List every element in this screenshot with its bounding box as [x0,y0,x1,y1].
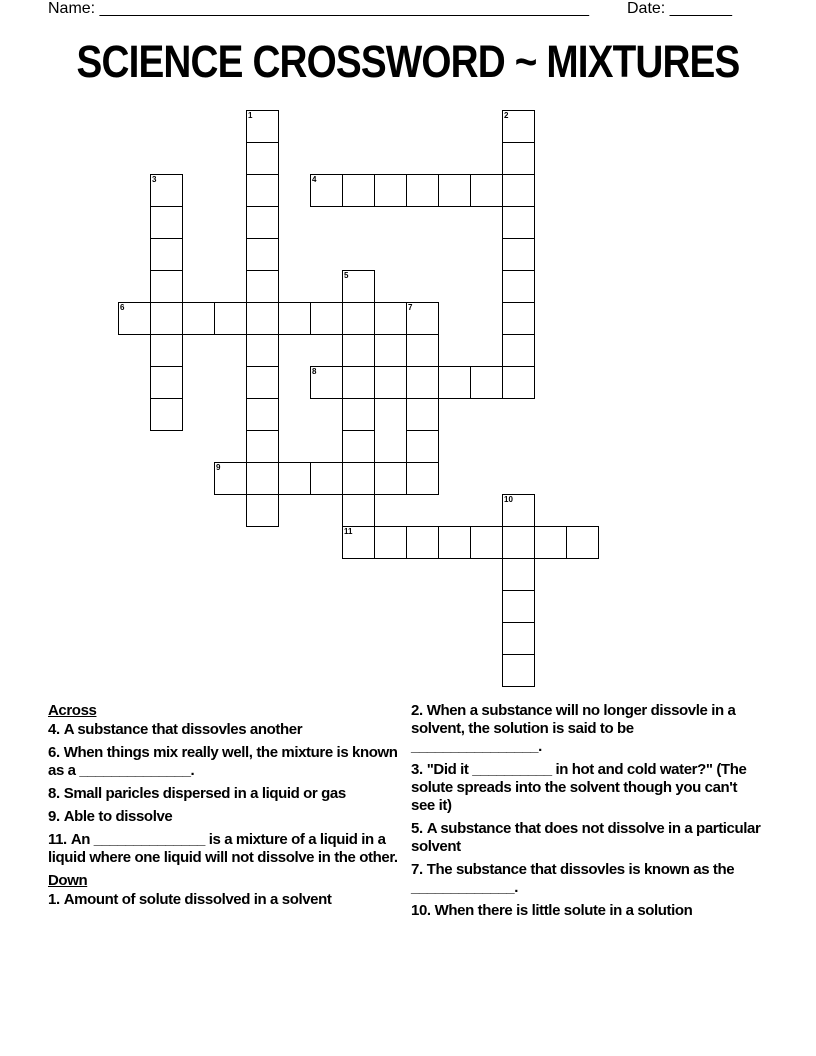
crossword-cell[interactable] [438,366,471,399]
crossword-cell[interactable] [342,302,375,335]
date-field[interactable]: Date: _______ [627,0,732,17]
crossword-cell[interactable] [150,238,183,271]
crossword-cell[interactable] [406,462,439,495]
clue-down-3: 3. "Did it __________ in hot and cold water?" (The solute spreads into the solvent though you can't see it) [411,761,747,814]
clue-down-7: 7. The substance that dissovles is known as the _____________. [411,861,735,896]
down-heading: Down [48,872,88,889]
crossword-cell[interactable] [502,622,535,655]
clue-number: 2 [504,111,509,120]
crossword-cell[interactable] [310,366,343,399]
crossword-cell[interactable] [246,334,279,367]
clue-across-8: 8. Small paricles dispersed in a liquid or gas [48,785,346,802]
clue-across-9: 9. Able to dissolve [48,808,173,825]
crossword-cell[interactable] [246,302,279,335]
crossword-cell[interactable] [150,334,183,367]
crossword-cell[interactable] [214,462,247,495]
crossword-cell[interactable] [502,270,535,303]
clue-across-6: 6. When things mix really well, the mixture is known as a ______________. [48,744,398,779]
crossword-cell[interactable] [118,302,151,335]
crossword-cell[interactable] [406,398,439,431]
crossword-cell[interactable] [502,654,535,687]
crossword-cell[interactable] [534,526,567,559]
clue-number: 6 [120,303,125,312]
clue-number: 11 [344,527,353,536]
crossword-cell[interactable] [470,174,503,207]
clue-number: 9 [216,463,221,472]
crossword-cell[interactable] [278,302,311,335]
crossword-cell[interactable] [342,462,375,495]
clue-number: 4 [312,175,317,184]
crossword-cell[interactable] [310,174,343,207]
crossword-cell[interactable] [246,270,279,303]
crossword-cell[interactable] [470,526,503,559]
clue-down-10: 10. When there is little solute in a solution [411,902,693,919]
clue-across-11: 11. An ______________ is a mixture of a liquid in a liquid where one liquid will not dissolve in the other. [48,831,398,866]
crossword-cell[interactable] [150,174,183,207]
clue-number: 3 [152,175,157,184]
crossword-cell[interactable] [246,494,279,527]
crossword-cell[interactable] [438,526,471,559]
crossword-cell[interactable] [246,430,279,463]
crossword-cell[interactable] [150,206,183,239]
crossword-cell[interactable] [502,366,535,399]
crossword-cell[interactable] [342,398,375,431]
crossword-cell[interactable] [438,174,471,207]
clue-number: 1 [248,111,253,120]
crossword-cell[interactable] [150,366,183,399]
crossword-cell[interactable] [246,462,279,495]
crossword-cell[interactable] [502,334,535,367]
clue-number: 7 [408,303,413,312]
clue-down-1: 1. Amount of solute dissolved in a solvent [48,891,332,908]
crossword-cell[interactable] [502,206,535,239]
across-heading: Across [48,702,97,719]
crossword-cell[interactable] [150,270,183,303]
crossword-cell[interactable] [374,174,407,207]
crossword-cell[interactable] [342,334,375,367]
crossword-cell[interactable] [502,174,535,207]
crossword-cell[interactable] [374,526,407,559]
crossword-cell[interactable] [150,398,183,431]
crossword-cell[interactable] [246,398,279,431]
crossword-cell[interactable] [374,366,407,399]
crossword-cell[interactable] [342,526,375,559]
crossword-cell[interactable] [406,430,439,463]
crossword-cell[interactable] [310,302,343,335]
clue-number: 5 [344,271,349,280]
crossword-cell[interactable] [470,366,503,399]
crossword-cell[interactable] [246,206,279,239]
crossword-cell[interactable] [502,302,535,335]
crossword-cell[interactable] [502,238,535,271]
crossword-cell[interactable] [502,590,535,623]
crossword-cell[interactable] [406,302,439,335]
clue-number: 10 [504,495,513,504]
clue-across-4: 4. A substance that dissovles another [48,721,303,738]
crossword-cell[interactable] [150,302,183,335]
name-field[interactable]: Name: _______________________________________________________ [48,0,589,17]
clues-left-column [48,702,408,914]
clue-down-5: 5. A substance that does not dissolve in a particular solvent [411,820,761,855]
crossword-cell[interactable] [406,526,439,559]
crossword-cell[interactable] [374,302,407,335]
crossword-cell[interactable] [342,366,375,399]
crossword-cell[interactable] [566,526,599,559]
crossword-cell[interactable] [502,494,535,527]
crossword-cell[interactable] [310,462,343,495]
crossword-cell[interactable] [246,142,279,175]
crossword-cell[interactable] [502,142,535,175]
crossword-cell[interactable] [246,174,279,207]
clue-number: 8 [312,367,317,376]
crossword-cell[interactable] [406,366,439,399]
crossword-cell[interactable] [502,558,535,591]
crossword-cell[interactable] [406,334,439,367]
crossword-cell[interactable] [246,366,279,399]
crossword-cell[interactable] [502,526,535,559]
page-title: SCIENCE CROSSWORD ~ MIXTURES [76,36,740,87]
crossword-cell[interactable] [342,270,375,303]
crossword-cell[interactable] [502,110,535,143]
crossword-cell[interactable] [342,174,375,207]
crossword-cell[interactable] [278,462,311,495]
clue-down-2: 2. When a substance will no longer dissovle in a solvent, the solution is said to be ________________. [411,702,736,755]
crossword-cell[interactable] [246,238,279,271]
crossword-cell[interactable] [374,462,407,495]
crossword-cell[interactable] [342,430,375,463]
crossword-cell[interactable] [406,174,439,207]
crossword-cell[interactable] [182,302,215,335]
crossword-cell[interactable] [214,302,247,335]
crossword-cell[interactable] [342,494,375,527]
clues-right-column [411,702,761,925]
crossword-cell[interactable] [246,110,279,143]
